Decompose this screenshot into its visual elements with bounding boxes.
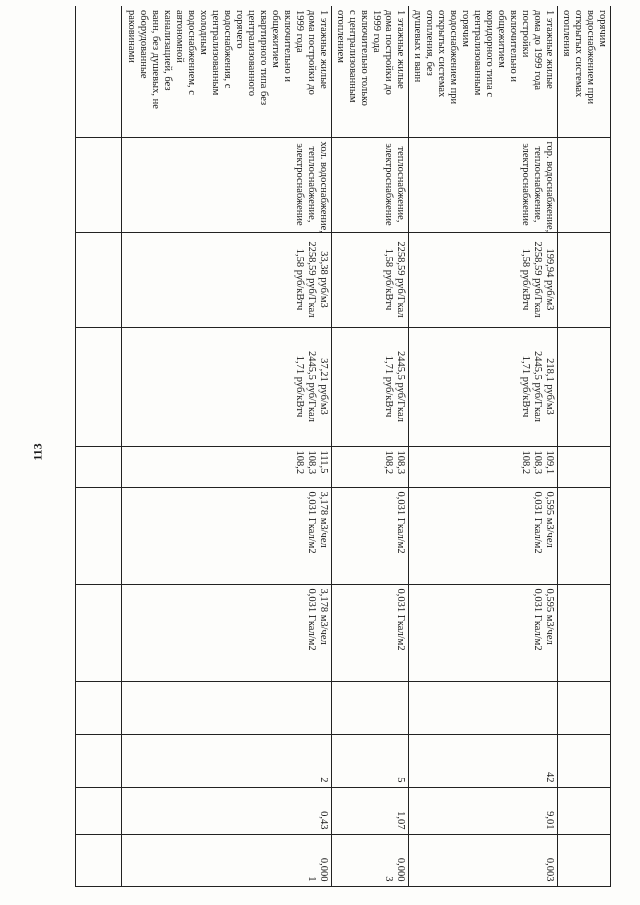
indices-cell bbox=[558, 446, 611, 487]
tariffs-cell bbox=[332, 232, 409, 327]
page-number: 113 bbox=[30, 443, 45, 461]
value-cell-b: 5 bbox=[332, 734, 409, 787]
norm-applied-cell-line: 0,595 м3/чел bbox=[544, 588, 555, 645]
services-cell-line: электроснабжение bbox=[520, 143, 531, 226]
category-cell-line: с централизованным bbox=[347, 10, 358, 103]
norm-cell bbox=[409, 487, 558, 584]
category-cell-line: холодным bbox=[198, 10, 209, 55]
services-cell bbox=[332, 137, 409, 232]
new-tariffs-cell bbox=[558, 327, 611, 446]
value-cell-a bbox=[122, 681, 332, 734]
services-cell-line: хол. водоснабжение, bbox=[318, 141, 329, 233]
norm-applied-cell-line: 0,031 Гкал/м2 bbox=[532, 588, 543, 651]
norm-applied-cell-line: 3,178 м3/чел bbox=[318, 588, 329, 645]
new-tariffs-cell bbox=[122, 327, 332, 446]
category-cell-line: канализацией, без bbox=[162, 10, 173, 91]
indices-cell bbox=[409, 446, 558, 487]
category-cell-line: 1999 года bbox=[294, 10, 305, 53]
norm-cell-line: 3,178 м3/чел bbox=[318, 491, 329, 548]
category-cell-line: дома до 1999 года bbox=[532, 10, 543, 91]
tariffs-cell bbox=[76, 232, 122, 327]
category-cell-line: дома постройки до bbox=[383, 10, 394, 95]
table-row bbox=[409, 6, 558, 886]
value-cell-c bbox=[558, 787, 611, 834]
services-cell bbox=[409, 137, 558, 232]
table-row bbox=[558, 6, 611, 886]
tariffs-cell-line: 199,94 руб/м3 bbox=[544, 248, 555, 311]
services-cell-line: теплоснабжение, bbox=[395, 146, 406, 223]
new-tariffs-cell-line: 37,21 руб/м3 bbox=[318, 358, 329, 415]
category-cell-line: горячего bbox=[234, 10, 245, 49]
tariffs-cell-line: 2258,59 руб/Гкал bbox=[306, 241, 317, 318]
category-cell-line: оборудованные bbox=[138, 10, 149, 79]
category-cell-line: централизованным bbox=[210, 10, 221, 96]
value-cell-a bbox=[558, 681, 611, 734]
new-tariffs-cell bbox=[332, 327, 409, 446]
value-cell-b: 42 bbox=[409, 734, 558, 787]
category-cell-line: водоснабжения, с bbox=[222, 10, 233, 89]
value-cell-d: 0,000 1 bbox=[122, 834, 332, 886]
indices-cell-line: 108,3 bbox=[395, 450, 406, 475]
category-cell-line: горячим bbox=[597, 10, 608, 47]
category-cell-line: водоснабжением при bbox=[448, 10, 459, 105]
category-cell-line: 1 этажные жилые bbox=[544, 10, 555, 89]
category-cell-line: открытых системах bbox=[436, 10, 447, 98]
norm-cell bbox=[558, 487, 611, 584]
indices-cell-line: 108,2 bbox=[520, 450, 531, 475]
services-cell bbox=[558, 137, 611, 232]
category-cell bbox=[409, 6, 558, 137]
norm-cell-line: 0,031 Гкал/м2 bbox=[532, 491, 543, 554]
value-cell-a bbox=[76, 681, 122, 734]
category-cell-line: горячим bbox=[460, 10, 471, 47]
tariff-table-wrapper bbox=[101, 6, 611, 886]
norm-cell-line: 0,031 Гкал/м2 bbox=[395, 491, 406, 554]
value-cell-c: 1,07 bbox=[332, 787, 409, 834]
new-tariffs-cell bbox=[76, 327, 122, 446]
tariffs-cell-line: 1,58 руб/кВтч bbox=[520, 248, 531, 311]
category-cell-line: ванн, без душевых, не bbox=[150, 10, 161, 109]
norm-cell bbox=[332, 487, 409, 584]
category-cell-line: открытых системах bbox=[573, 10, 584, 98]
category-cell-line: общежитием bbox=[496, 10, 507, 68]
norm-applied-cell bbox=[76, 584, 122, 681]
norm-applied-cell bbox=[558, 584, 611, 681]
category-cell-line: 1 этажные жилые bbox=[395, 10, 406, 89]
category-cell-line: включительно и bbox=[282, 10, 293, 83]
value-cell-a bbox=[332, 681, 409, 734]
category-cell-line: квартирного типа без bbox=[258, 10, 269, 106]
new-tariffs-cell-line: 2445,5 руб/Гкал bbox=[532, 351, 543, 422]
services-cell bbox=[122, 137, 332, 232]
value-cell-d bbox=[558, 834, 611, 886]
value-cell-c: 0,43 bbox=[122, 787, 332, 834]
norm-applied-cell bbox=[332, 584, 409, 681]
category-cell-line: отоплением bbox=[335, 10, 346, 63]
category-cell bbox=[76, 6, 122, 137]
indices-cell-line: 108,3 bbox=[532, 450, 543, 475]
category-cell-line: постройки bbox=[520, 10, 531, 58]
value-cell-b bbox=[76, 734, 122, 787]
category-cell-line: отопления bbox=[561, 10, 572, 57]
norm-cell bbox=[122, 487, 332, 584]
indices-cell bbox=[332, 446, 409, 487]
norm-cell bbox=[76, 487, 122, 584]
indices-cell bbox=[76, 446, 122, 487]
category-cell-line: централизованным bbox=[472, 10, 483, 96]
tariffs-cell-line: 33,38 руб/м3 bbox=[318, 251, 329, 308]
indices-cell-line: 108,2 bbox=[383, 450, 394, 475]
services-cell-line: гор. водоснабжение, bbox=[544, 141, 555, 233]
indices-cell-line: 108,3 bbox=[306, 450, 317, 475]
services-cell-line: электроснабжение bbox=[383, 143, 394, 226]
value-cell-d bbox=[76, 834, 122, 886]
category-cell-line: общежитием bbox=[270, 10, 281, 68]
tariffs-cell-line: 1,58 руб/кВтч bbox=[294, 248, 305, 311]
tariffs-cell-line: 1,58 руб/кВтч bbox=[383, 248, 394, 311]
category-cell-line: раковинами bbox=[126, 10, 137, 63]
new-tariffs-cell-line: 218,1 руб/м3 bbox=[544, 358, 555, 415]
category-cell-line: 1 этажные жилые bbox=[318, 10, 329, 89]
category-cell bbox=[332, 6, 409, 137]
services-cell-line: теплоснабжение, bbox=[532, 146, 543, 223]
indices-cell-line: 108,2 bbox=[294, 450, 305, 475]
category-cell-line: 1999 года bbox=[371, 10, 382, 53]
category-cell-line: централизованного bbox=[246, 10, 257, 97]
new-tariffs-cell-line: 1,71 руб/кВтч bbox=[383, 355, 394, 418]
table-row bbox=[122, 6, 332, 886]
services-cell bbox=[76, 137, 122, 232]
tariffs-cell bbox=[409, 232, 558, 327]
indices-cell-line: 109,1 bbox=[544, 450, 555, 475]
tariffs-cell bbox=[558, 232, 611, 327]
indices-cell bbox=[122, 446, 332, 487]
category-cell-line: дома постройки до bbox=[306, 10, 317, 95]
tariffs-cell-line: 2258,59 руб/Гкал bbox=[395, 241, 406, 318]
services-cell-line: теплоснабжение, bbox=[306, 146, 317, 223]
norm-applied-cell-line: 0,031 Гкал/м2 bbox=[306, 588, 317, 651]
category-cell-line: отопления, без bbox=[424, 10, 435, 76]
new-tariffs-cell-line: 1,71 руб/кВтч bbox=[520, 355, 531, 418]
value-cell-d: 0,000 3 bbox=[332, 834, 409, 886]
value-cell-c bbox=[76, 787, 122, 834]
norm-applied-cell bbox=[409, 584, 558, 681]
norm-applied-cell bbox=[122, 584, 332, 681]
new-tariffs-cell-line: 2445,5 руб/Гкал bbox=[306, 351, 317, 422]
norm-cell-line: 0,595 м3/чел bbox=[544, 491, 555, 548]
value-cell-b: 2 bbox=[122, 734, 332, 787]
table-row bbox=[76, 6, 122, 886]
category-cell-line: включительно только bbox=[359, 10, 370, 106]
table-row bbox=[332, 6, 409, 886]
value-cell-a bbox=[409, 681, 558, 734]
services-cell-line: электроснабжение bbox=[294, 143, 305, 226]
value-cell-c: 9,01 bbox=[409, 787, 558, 834]
value-cell-b bbox=[558, 734, 611, 787]
category-cell-line: водоснабжением, с bbox=[186, 10, 197, 95]
new-tariffs-cell-line: 2445,5 руб/Гкал bbox=[395, 351, 406, 422]
category-cell-line: водоснабжением при bbox=[585, 10, 596, 105]
category-cell bbox=[558, 6, 611, 137]
new-tariffs-cell-line: 1,71 руб/кВтч bbox=[294, 355, 305, 418]
tariffs-cell bbox=[122, 232, 332, 327]
new-tariffs-cell bbox=[409, 327, 558, 446]
value-cell-d: 0,003 bbox=[409, 834, 558, 886]
category-cell-line: включительно и bbox=[508, 10, 519, 83]
tariff-table bbox=[75, 6, 611, 887]
category-cell-line: коридорного типа с bbox=[484, 10, 495, 98]
category-cell bbox=[122, 6, 332, 137]
indices-cell-line: 111,5 bbox=[318, 450, 329, 474]
norm-cell-line: 0,031 Гкал/м2 bbox=[306, 491, 317, 554]
category-cell-line: автономной bbox=[174, 10, 185, 63]
category-cell-line: душевых и ванн bbox=[412, 10, 423, 83]
norm-applied-cell-line: 0,031 Гкал/м2 bbox=[395, 588, 406, 651]
tariffs-cell-line: 2258,59 руб/Гкал bbox=[532, 241, 543, 318]
